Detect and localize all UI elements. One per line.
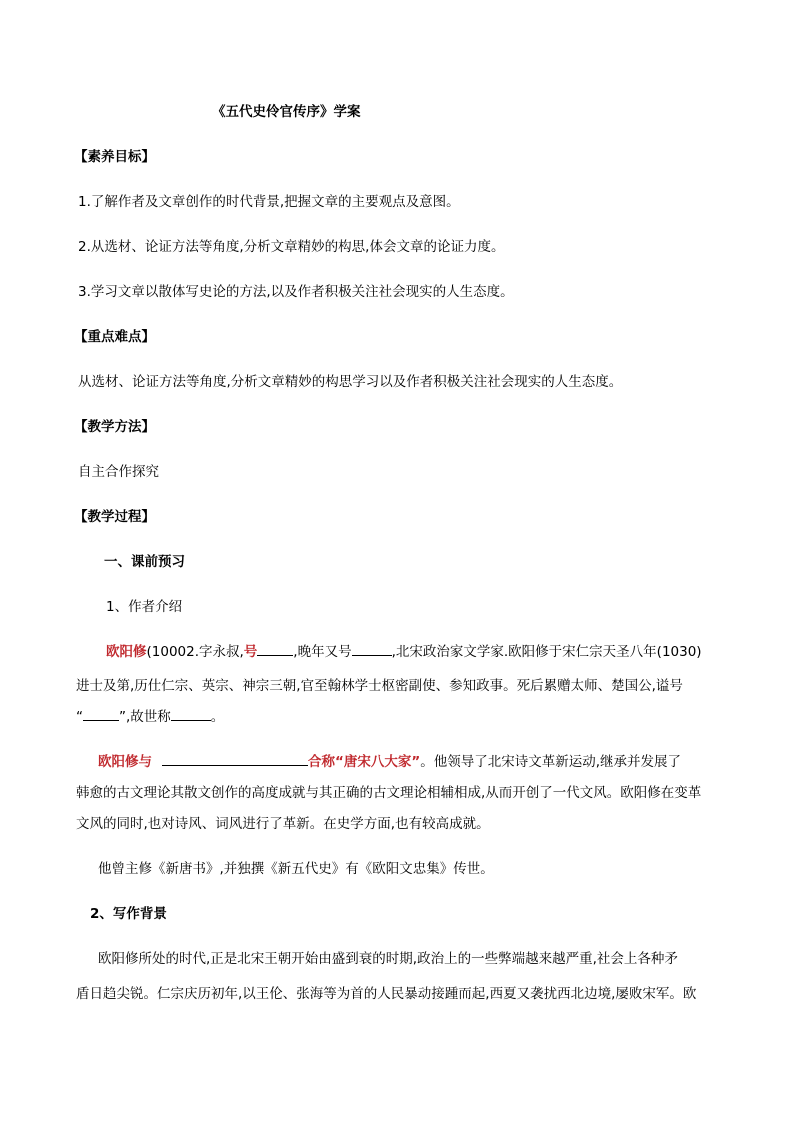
key-text: 从选材、论证方法等角度,分析文章精妙的构思学习以及作者积极关注社会现实的人生态度。 [78, 374, 623, 390]
fill-blank-late-hao[interactable] [352, 643, 392, 656]
goal-item-3: 3.学习文章以散体写史论的方法,以及作者积极关注社会现实的人生态度。 [78, 284, 514, 300]
bajia-rest: 。他领导了北宋诗文革新运动,继承并发展了 [420, 754, 682, 770]
method-text: 自主合作探究 [78, 464, 159, 480]
item-1-heading: 1、作者介绍 [106, 599, 183, 615]
bio-end: 。 [210, 709, 225, 725]
bajia-line-2: 韩愈的古文理论其散文创作的高度成就与其正确的古文理论相辅相成,从而开创了一代文风。欧阳修在变革 [76, 785, 702, 801]
item-2-heading: 2、写作背景 [90, 906, 167, 922]
works-text: 他曾主修《新唐书》,并独撰《新五代史》有《欧阳文忠集》传世。 [98, 861, 494, 877]
quote-close: ”,故世称 [119, 709, 171, 725]
bio-hao: 号 [243, 644, 258, 660]
goals-heading: 【素养目标】 [74, 149, 155, 165]
goal-item-2: 2.从选材、论证方法等角度,分析文章精妙的构思,体会文章的论证力度。 [78, 239, 505, 255]
background-line-2: 盾日趋尖锐。仁宗庆历初年,以王伦、张海等为首的人民暴动接踵而起,西夏又袭扰西北边境,屡败宋军。欧 [76, 986, 697, 1002]
fill-blank-hao[interactable] [257, 643, 293, 656]
fill-blank-other-masters[interactable] [162, 753, 308, 766]
goal-item-1: 1.了解作者及文章创作的时代背景,把握文章的主要观点及意图。 [78, 194, 460, 210]
key-heading: 【重点难点】 [74, 329, 155, 345]
part-1-heading: 一、课前预习 [104, 554, 185, 570]
bajia-lead: 欧阳修与 [98, 754, 152, 770]
bajia-line-3: 文风的同时,也对诗风、词风进行了革新。在史学方面,也有较高成就。 [76, 816, 490, 832]
method-heading: 【教学方法】 [74, 419, 155, 435]
bio-text-3: ,北宋政治家文学家.欧阳修于宋仁宗天圣八年(1030) [391, 644, 702, 660]
page-title: 《五代史伶官传序》学案 [212, 104, 361, 120]
bio-text-1: (10002.字永叔, [146, 644, 244, 660]
quote-open: “ [76, 709, 83, 725]
bajia-hecheng: 合称“唐宋八大家” [308, 754, 421, 770]
bio-line-2: 进士及第,历仕仁宗、英宗、神宗三朝,官至翰林学士枢密副使、参知政事。死后累赠太师、楚国公,谥号 [76, 678, 683, 694]
bio-line-3 [76, 708, 224, 726]
fill-blank-common-name[interactable] [171, 708, 211, 721]
process-heading: 【教学过程】 [74, 509, 155, 525]
bio-text-2: ,晚年又号 [293, 644, 352, 660]
background-line-1: 欧阳修所处的时代,正是北宋王朝开始由盛到衰的时期,政治上的一些弊端越来越严重,社会上各种矛 [98, 951, 678, 967]
author-name: 欧阳修 [106, 644, 147, 660]
fill-blank-posthumous-name[interactable] [83, 708, 119, 721]
bio-line-1 [106, 643, 702, 661]
bajia-line-1 [98, 753, 681, 771]
